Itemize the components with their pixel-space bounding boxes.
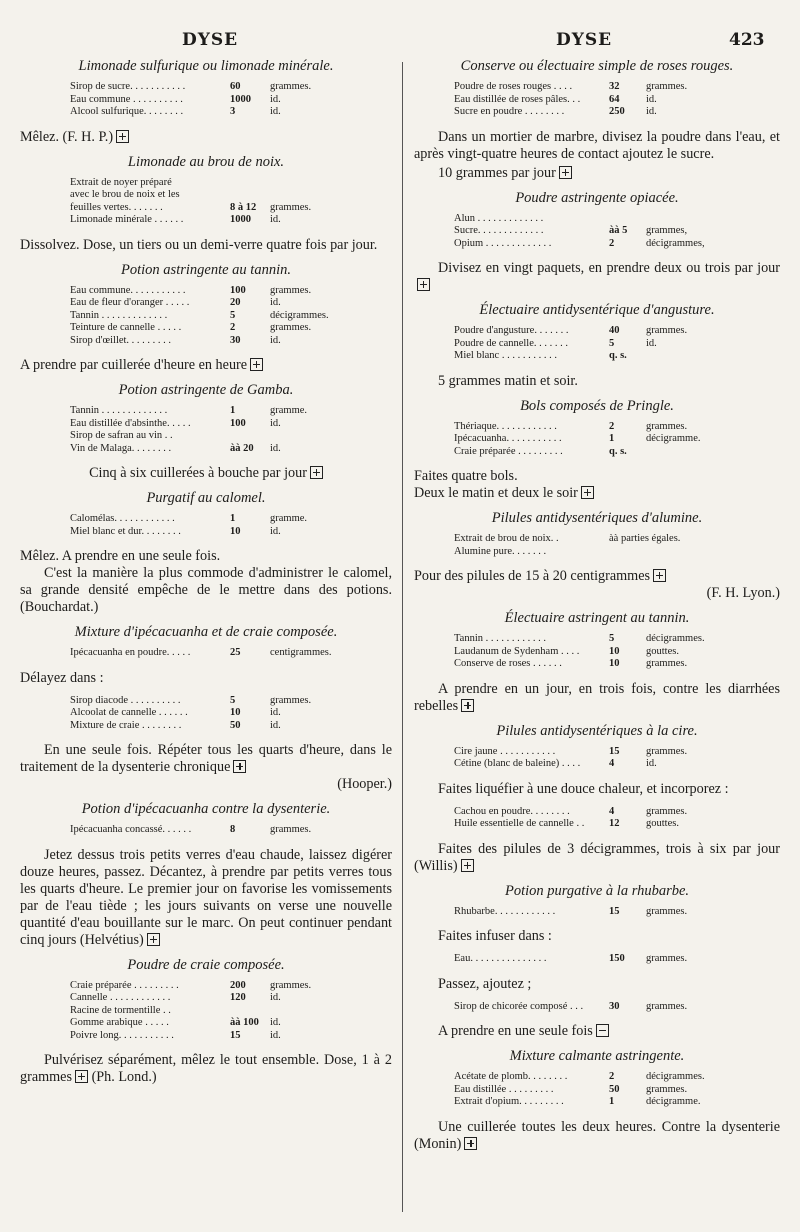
right-column <box>414 58 780 1212</box>
ingredient-row <box>20 824 392 837</box>
recipe-title: Potion astringente de Gamba. <box>118 382 294 398</box>
ingredient-qty: 15 <box>230 1029 241 1041</box>
ingredient-qty: 1 <box>230 513 236 524</box>
ingredient-name: Cire jaune . . . . . . . . . . . <box>454 745 556 757</box>
ingredient-name: Sucre. . . . . . . . . . . . . <box>454 225 544 236</box>
plus-box-icon <box>75 1070 88 1083</box>
ingredient-row <box>414 806 780 819</box>
ingredient-row <box>20 94 392 107</box>
ingredient-qty: 64 <box>609 93 620 105</box>
ingredient-name: Opium . . . . . . . . . . . . . <box>454 237 552 249</box>
ingredient-qty: 30 <box>230 334 241 346</box>
ingredient-unit: id. <box>270 93 281 105</box>
plus-box-icon <box>147 933 160 946</box>
plus-box-icon <box>461 699 474 712</box>
column-divider <box>402 62 403 1212</box>
ingredient-name: Ipécacuanha en poudre. . . . . <box>70 647 191 658</box>
instruction-text: 10 grammes par jour <box>414 165 780 182</box>
ingredient-qty: 250 <box>609 106 625 117</box>
recipe-title: Poudre de craie composée. <box>127 956 285 973</box>
ingredient-list <box>414 213 780 251</box>
plus-box-icon <box>464 1137 477 1150</box>
ingredient-list <box>414 746 780 771</box>
plus-box-icon <box>310 466 323 479</box>
ingredient-row <box>20 310 392 323</box>
recipe-title: Pilules antidysentériques d'alumine. <box>491 510 703 526</box>
ingredient-qty: 10 <box>609 658 620 669</box>
instruction-text: A prendre par cuillerée d'heure en heure <box>20 357 392 374</box>
ingredient-row <box>20 405 392 418</box>
ingredient-name: Alumine pure. . . . . . . <box>454 545 547 557</box>
ingredient-name: Alcool sulfurique. . . . . . . . <box>70 106 184 117</box>
ingredient-qty: 10 <box>230 707 241 718</box>
instruction-text: Faites quatre bols. <box>414 468 518 484</box>
ingredient-name: Sucre en poudre . . . . . . . . <box>454 106 565 117</box>
ingredient-name: Miel blanc et dur. . . . . . . . <box>70 525 181 537</box>
ingredient-unit: décigramme. <box>646 1096 701 1107</box>
ingredient-unit: gramme. <box>270 513 308 524</box>
instruction-text: Dissolvez. Dose, un tiers ou un demi-verre quatre fois par jour. <box>20 236 378 253</box>
ingredient-unit: id. <box>270 214 281 225</box>
left-column <box>20 58 392 1212</box>
ingredient-list <box>414 633 780 671</box>
ingredient-row <box>20 81 392 94</box>
ingredient-unit: id. <box>270 992 281 1003</box>
ingredient-row <box>414 758 780 771</box>
instruction-text: Passez, ajoutez ; <box>438 975 532 992</box>
ingredient-qty: 30 <box>609 1000 620 1012</box>
ingredient-name: Calomélas. . . . . . . . . . . . <box>70 513 175 524</box>
ingredient-unit: grammes. <box>270 979 312 991</box>
ingredient-unit: décigrammes. <box>646 1071 705 1082</box>
ingredient-unit: id. <box>270 297 281 308</box>
plus-box-icon <box>581 486 594 499</box>
ingredient-name: Alun . . . . . . . . . . . . . <box>454 212 544 224</box>
ingredient-row <box>20 214 392 227</box>
recipe-title: Mixture d'ipécacuanha et de craie composée. <box>74 624 338 640</box>
ingredient-qty: 50 <box>609 1083 620 1095</box>
ingredient-row <box>20 720 392 733</box>
ingredient-qty: 1 <box>609 433 615 444</box>
ingredient-row <box>414 1096 780 1109</box>
ingredient-qty: 10 <box>609 645 620 657</box>
ingredient-name: Tannin . . . . . . . . . . . . <box>454 633 547 644</box>
ingredient-list <box>414 533 780 558</box>
ingredient-qty: 2 <box>609 237 615 249</box>
ingredient-list <box>414 1001 780 1014</box>
recipe-title: Pilules antidysentériques à la cire. <box>496 722 698 739</box>
ingredient-name: Poudre de cannelle. . . . . . . <box>454 337 569 349</box>
ingredient-row <box>414 81 780 94</box>
ingredient-qty: 8 à 12 <box>230 201 257 213</box>
plus-box-icon <box>250 358 263 371</box>
ingredient-unit: id. <box>270 707 281 718</box>
instruction-text: Délayez dans : <box>20 669 104 686</box>
ingredient-row <box>414 1084 780 1097</box>
ingredient-qty: 4 <box>609 805 615 817</box>
ingredient-unit: grammes. <box>646 325 688 336</box>
ingredient-name: Mixture de craie . . . . . . . . <box>70 719 182 731</box>
ingredient-name: Extrait d'opium. . . . . . . . . <box>454 1096 564 1107</box>
ingredient-row <box>20 513 392 526</box>
plus-box-icon <box>559 166 572 179</box>
ingredient-unit: gramme. <box>270 405 308 416</box>
ingredient-unit: id. <box>270 417 281 429</box>
recipe-title: Poudre astringente opiacée. <box>515 189 679 206</box>
ingredient-qty: àà parties égales. <box>609 533 681 544</box>
ingredient-unit: décigrammes. <box>646 633 705 644</box>
ingredient-row <box>414 818 780 831</box>
ingredient-qty: 2 <box>609 420 615 432</box>
ingredient-row <box>414 94 780 107</box>
ingredient-row <box>20 647 392 660</box>
recipe-title: Conserve ou électuaire simple de roses rouges. <box>460 58 734 74</box>
ingredient-unit: grammes, <box>646 225 688 236</box>
ingredient-unit: grammes. <box>270 694 312 706</box>
ingredient-name: avec le brou de noix et les <box>70 189 180 200</box>
ingredient-list <box>414 906 780 919</box>
ingredient-name: Racine de tormentille . . <box>70 1004 171 1016</box>
right-running-title: DYSE <box>556 30 613 50</box>
instruction-text: En une seule fois. Répéter tous les quarts d'heure, dans le traitement de la dysenterie chronique <box>20 742 392 775</box>
ingredient-unit: id. <box>646 758 657 769</box>
ingredient-qty: 15 <box>609 745 620 757</box>
instruction-text: Jetez dessus trois petits verres d'eau chaude, laissez digérer douze heures, passez. Décantez, à prendre par petits verres tous les quarts d'heure. Le premier jour on favorise les vomissements par de l'eau tiède ; les jours suivants on verse une nouvelle quantité d'eau bouillante sur le marc. On peut continuer pendant cinq jours (Helvétius) <box>20 846 392 948</box>
ingredient-row <box>414 646 780 659</box>
instruction-text: C'est la manière la plus commode d'administrer le calomel, sa grande densité empêche de le mettre dans des potions. (Bouchardat.) <box>20 565 392 615</box>
ingredient-row <box>414 350 780 363</box>
ingredient-qty: 2 <box>230 322 236 333</box>
ingredient-name: Ipécacuanha concassé. . . . . . <box>70 824 192 835</box>
ingredient-qty: 25 <box>230 647 241 658</box>
ingredient-qty: 1 <box>609 1096 615 1107</box>
ingredient-name: Miel blanc . . . . . . . . . . . <box>454 350 557 361</box>
ingredient-name: Acétate de plomb. . . . . . . . <box>454 1071 568 1082</box>
recipe-title: Électuaire antidysentérique d'angusture. <box>479 302 715 318</box>
recipe-title: Électuaire astringent au tannin. <box>504 610 690 626</box>
ingredient-unit: grammes. <box>270 322 312 333</box>
ingredient-name: Eau. . . . . . . . . . . . . . . <box>454 953 547 964</box>
ingredient-row <box>20 707 392 720</box>
ingredient-qty: 150 <box>609 953 625 964</box>
instruction-text: Pulvérisez séparément, mêlez le tout ensemble. Dose, 1 à 2 grammes (Ph. Lond.) <box>20 1052 392 1085</box>
ingredient-name: Sirop d'œillet. . . . . . . . . <box>70 334 172 346</box>
ingredient-qty: 1000 <box>230 214 251 225</box>
plus-box-icon <box>233 760 246 773</box>
ingredient-list <box>414 421 780 459</box>
running-head <box>0 30 800 54</box>
ingredient-unit: grammes. <box>646 1000 688 1012</box>
ingredient-qty: 5 <box>230 309 236 321</box>
plus-box-icon <box>653 569 666 582</box>
ingredient-row <box>414 1001 780 1014</box>
ingredient-row <box>414 338 780 351</box>
ingredient-unit: id. <box>270 1029 281 1041</box>
ingredient-qty: 40 <box>609 325 620 336</box>
ingredient-unit: grammes. <box>646 953 688 964</box>
ingredient-name: Extrait de noyer préparé <box>70 176 172 188</box>
ingredient-name: Poudre d'angusture. . . . . . . <box>454 325 569 336</box>
instruction-text: Dans un mortier de marbre, divisez la poudre dans l'eau, et après vingt-quatre heures de contact ajoutez le sucre. <box>414 128 780 162</box>
ingredient-unit: id. <box>270 719 281 731</box>
ingredient-name: Craie préparée . . . . . . . . . <box>70 979 179 991</box>
ingredient-row <box>414 213 780 226</box>
ingredient-name: Cachou en poudre. . . . . . . . <box>454 805 570 817</box>
ingredient-unit: centigrammes. <box>270 647 332 658</box>
recipe-title: Potion d'ipécacuanha contre la dysenterie. <box>81 801 331 817</box>
ingredient-name: Gomme arabique . . . . . <box>70 1017 169 1028</box>
ingredient-list <box>20 405 392 455</box>
ingredient-name: Alcoolat de cannelle . . . . . . <box>70 707 188 718</box>
ingredient-qty: 100 <box>230 417 246 429</box>
ingredient-unit: grammes. <box>646 745 688 757</box>
instruction-text: Cinq à six cuillerées à bouche par jour <box>20 465 392 482</box>
ingredient-unit: id. <box>646 93 657 105</box>
ingredient-row <box>414 225 780 238</box>
ingredient-row <box>414 106 780 119</box>
ingredient-row <box>414 658 780 671</box>
ingredient-row <box>20 418 392 431</box>
ingredient-unit: id. <box>646 337 657 349</box>
recipe-title: Potion astringente au tannin. <box>121 261 291 278</box>
ingredient-row <box>20 297 392 310</box>
ingredient-row <box>414 633 780 646</box>
ingredient-name: Sirop diacode . . . . . . . . . . <box>70 694 181 706</box>
source-citation: (F. H. Lyon.) <box>706 585 780 601</box>
ingredient-row <box>414 421 780 434</box>
ingredient-name: Eau distillée de roses pâles. . . <box>454 93 581 105</box>
ingredient-qty: q. s. <box>609 350 627 361</box>
ingredient-name: Cannelle . . . . . . . . . . . . <box>70 992 171 1003</box>
ingredient-name: Eau de fleur d'oranger . . . . . <box>70 297 190 308</box>
ingredient-name: Sirop de sucre. . . . . . . . . . . <box>70 81 186 92</box>
plus-box-icon <box>116 130 129 143</box>
instruction-text: Faites des pilules de 3 décigrammes, trois à six par jour (Willis) <box>414 840 780 874</box>
ingredient-unit: id. <box>646 106 657 117</box>
ingredient-row <box>414 906 780 919</box>
ingredient-qty: 15 <box>609 905 620 917</box>
plus-box-icon <box>461 859 474 872</box>
ingredient-unit: grammes. <box>646 1083 688 1095</box>
ingredient-list <box>20 81 392 119</box>
left-running-title: DYSE <box>182 30 239 50</box>
ingredient-unit: grammes. <box>646 420 688 432</box>
ingredient-qty: 1000 <box>230 93 251 105</box>
ingredient-unit: grammes. <box>646 905 688 917</box>
recipe-title: Bols composés de Pringle. <box>520 397 674 414</box>
instruction-text: Mêlez. A prendre en une seule fois. <box>20 548 221 564</box>
ingredient-unit: décigrammes. <box>270 309 329 321</box>
ingredient-list <box>20 824 392 837</box>
ingredient-unit: id. <box>270 106 281 117</box>
ingredient-qty: 1 <box>230 405 236 416</box>
ingredient-row <box>20 1005 392 1018</box>
plus-box-icon <box>417 278 430 291</box>
instruction-text: Une cuillerée toutes les deux heures. Contre la dysenterie (Monin) <box>414 1118 780 1152</box>
recipe-title: Limonade sulfurique ou limonade minérale. <box>78 58 334 74</box>
ingredient-row <box>20 443 392 456</box>
ingredient-row <box>414 1071 780 1084</box>
ingredient-qty: 60 <box>230 81 241 92</box>
ingredient-qty: àà 5 <box>609 225 628 236</box>
instruction-text: 5 grammes matin et soir. <box>438 372 578 389</box>
ingredient-list <box>20 285 392 348</box>
ingredient-name: Cétine (blanc de baleine) . . . . <box>454 758 581 769</box>
source-citation: (Hooper.) <box>337 776 392 792</box>
ingredient-unit: gouttes. <box>646 818 679 829</box>
ingredient-name: Limonade minérale . . . . . . <box>70 214 184 225</box>
ingredient-qty: 120 <box>230 992 246 1003</box>
ingredient-unit: id. <box>270 334 281 346</box>
ingredient-unit: id. <box>270 1017 281 1028</box>
ingredient-name: Craie préparée . . . . . . . . . <box>454 445 563 457</box>
ingredient-row <box>414 325 780 338</box>
ingredient-row <box>414 238 780 251</box>
ingredient-list <box>414 1071 780 1109</box>
ingredient-row <box>20 526 392 539</box>
ingredient-row <box>20 980 392 993</box>
ingredient-qty: àà 20 <box>230 442 254 454</box>
ingredient-name: Eau distillée . . . . . . . . . <box>454 1083 554 1095</box>
ingredient-qty: 8 <box>230 824 236 835</box>
instruction-text: Faites liquéfier à une douce chaleur, et incorporez : <box>438 780 729 797</box>
ingredient-qty: 32 <box>609 81 620 92</box>
ingredient-row <box>20 106 392 119</box>
ingredient-name: Tannin . . . . . . . . . . . . . <box>70 405 168 416</box>
ingredient-name: Eau distillée d'absinthe. . . . . <box>70 417 191 429</box>
page-number: 423 <box>729 30 765 50</box>
ingredient-list <box>20 177 392 227</box>
ingredient-name: Ipécacuanha. . . . . . . . . . . <box>454 433 562 444</box>
ingredient-row <box>414 433 780 446</box>
recipe-title: Mixture calmante astringente. <box>509 1048 685 1064</box>
ingredient-row <box>414 953 780 966</box>
ingredient-qty: 4 <box>609 758 615 769</box>
ingredient-unit: grammes. <box>270 81 312 92</box>
instruction-text: Deux le matin et deux le soir <box>414 485 780 502</box>
ingredient-list <box>20 980 392 1043</box>
ingredient-qty: 100 <box>230 284 246 296</box>
instruction-text: Divisez en vingt paquets, en prendre deux ou trois par jour <box>414 260 780 294</box>
ingredient-qty: 5 <box>609 337 615 349</box>
instruction-text: Faites infuser dans : <box>438 928 552 944</box>
minus-box-icon <box>596 1024 609 1037</box>
ingredient-qty: q. s. <box>609 445 627 457</box>
ingredient-qty: àà 100 <box>230 1017 259 1028</box>
ingredient-row <box>414 533 780 546</box>
ingredient-qty: 2 <box>609 1071 615 1082</box>
ingredient-qty: 12 <box>609 818 620 829</box>
ingredient-unit: grammes. <box>270 824 312 835</box>
ingredient-list <box>20 695 392 733</box>
ingredient-unit: décigramme. <box>646 433 701 444</box>
ingredient-unit: grammes. <box>270 284 312 296</box>
ingredient-name: Eau commune. . . . . . . . . . . <box>70 284 186 296</box>
ingredient-row <box>20 1017 392 1030</box>
ingredient-list <box>414 325 780 363</box>
ingredient-row <box>20 430 392 443</box>
ingredient-row <box>414 746 780 759</box>
ingredient-qty: 50 <box>230 719 241 731</box>
ingredient-row <box>20 202 392 215</box>
ingredient-name: Extrait de brou de noix. . <box>454 533 559 544</box>
ingredient-list <box>20 513 392 538</box>
ingredient-name: Poudre de roses rouges . . . . <box>454 81 573 92</box>
ingredient-row <box>20 285 392 298</box>
ingredient-unit: grammes. <box>646 805 688 817</box>
ingredient-name: Sirop de safran au vin . . <box>70 430 173 441</box>
instruction-text: Pour des pilules de 15 à 20 centigrammes <box>414 568 780 585</box>
ingredient-name: Teinture de cannelle . . . . . <box>70 322 182 333</box>
ingredient-name: Vin de Malaga. . . . . . . . <box>70 442 172 454</box>
ingredient-unit: décigrammes, <box>646 237 705 249</box>
ingredient-name: Laudanum de Sydenham . . . . <box>454 645 580 657</box>
ingredient-row <box>20 695 392 708</box>
ingredient-row <box>20 177 392 190</box>
ingredient-qty: 5 <box>230 694 236 706</box>
ingredient-row <box>20 1030 392 1043</box>
recipe-title: Limonade au brou de noix. <box>127 153 285 170</box>
ingredient-unit: id. <box>270 525 281 537</box>
ingredient-list <box>20 647 392 660</box>
ingredient-qty: 200 <box>230 979 246 991</box>
ingredient-row <box>20 992 392 1005</box>
ingredient-qty: 5 <box>609 633 615 644</box>
ingredient-qty: 3 <box>230 106 236 117</box>
instruction-text: A prendre en une seule fois <box>414 1023 780 1040</box>
ingredient-qty: 20 <box>230 297 241 308</box>
ingredient-name: Eau commune . . . . . . . . . . <box>70 93 183 105</box>
ingredient-list <box>414 953 780 966</box>
ingredient-unit: grammes. <box>646 658 688 669</box>
ingredient-name: Tannin . . . . . . . . . . . . . <box>70 309 168 321</box>
ingredient-list <box>414 81 780 119</box>
ingredient-unit: grammes. <box>270 201 312 213</box>
ingredient-row <box>20 189 392 202</box>
ingredient-list <box>414 806 780 831</box>
ingredient-name: feuilles vertes. . . . . . . <box>70 201 163 213</box>
ingredient-name: Rhubarbe. . . . . . . . . . . . <box>454 905 556 917</box>
ingredient-name: Huile essentielle de cannelle . . <box>454 818 585 829</box>
recipe-title: Potion purgative à la rhubarbe. <box>504 882 690 899</box>
ingredient-row <box>20 322 392 335</box>
ingredient-name: Conserve de roses . . . . . . <box>454 658 562 669</box>
recipe-title: Purgatif au calomel. <box>146 490 266 506</box>
ingredient-qty: 10 <box>230 525 241 537</box>
ingredient-name: Poivre long. . . . . . . . . . . <box>70 1029 174 1041</box>
ingredient-row <box>414 446 780 459</box>
ingredient-unit: gouttes. <box>646 645 679 657</box>
ingredient-name: Thériaque. . . . . . . . . . . . <box>454 420 557 432</box>
ingredient-row <box>20 335 392 348</box>
instruction-text: Mêlez. (F. H. P.) <box>20 129 392 146</box>
ingredient-unit: id. <box>270 442 281 454</box>
instruction-text: A prendre en un jour, en trois fois, contre les diarrhées rebelles <box>414 680 780 714</box>
ingredient-name: Sirop de chicorée composé . . . <box>454 1000 584 1012</box>
ingredient-unit: grammes. <box>646 81 688 92</box>
ingredient-row <box>414 546 780 559</box>
